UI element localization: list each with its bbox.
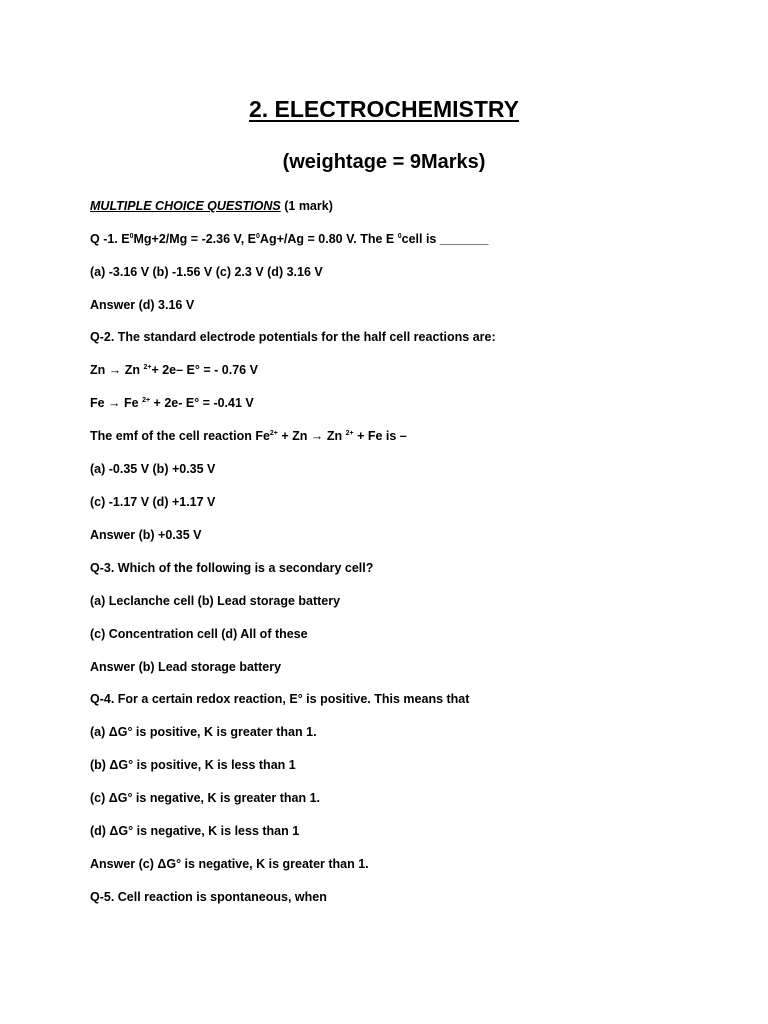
q2-options-1: (a) -0.35 V (b) +0.35 V <box>90 462 216 476</box>
q3-question: Q-3. Which of the following is a secondary cell? <box>90 561 374 575</box>
q4-answer: Answer (c) ΔG° is negative, K is greater than 1. <box>90 857 369 871</box>
q1-answer: Answer (d) 3.16 V <box>90 298 195 312</box>
q2-emf-question <box>90 427 748 445</box>
section-marks: (1 mark) <box>284 199 333 213</box>
q2-emf-sup-2: 2+ <box>345 430 354 437</box>
q1-text-a: Q -1. E <box>90 232 130 246</box>
q1-sup-1: 0 <box>129 233 134 240</box>
q2-options-2: (c) -1.17 V (d) +1.17 V <box>90 495 216 509</box>
q2-r1-sup: 2+ <box>143 364 152 371</box>
page-title: 2. ELECTROCHEMISTRY <box>248 96 520 122</box>
q1-sup-3: 0 <box>397 233 402 240</box>
q1-text-d: cell is _______ <box>401 232 489 246</box>
q1-sup-2: 0 <box>256 233 260 240</box>
q3-options-2: (c) Concentration cell (d) All of these <box>90 627 308 641</box>
q2-r2-text-b: + 2e- E° = -0.41 V <box>150 396 254 410</box>
page-subtitle: (weightage = 9Marks) <box>282 151 486 173</box>
q3-options-1: (a) Leclanche cell (b) Lead storage battery <box>90 594 341 608</box>
q2-reaction-zn <box>90 361 748 379</box>
q1-text-c: Ag+/Ag = 0.80 V. The E <box>259 232 398 246</box>
q2-emf-text-a: The emf of the cell reaction Fe <box>90 429 270 443</box>
section-label: MULTIPLE CHOICE QUESTIONS <box>90 199 281 213</box>
q4-option-a: (a) ΔG° is positive, K is greater than 1. <box>90 725 317 739</box>
section-heading <box>90 197 748 215</box>
q4-option-d: (d) ΔG° is negative, K is less than 1 <box>90 824 300 838</box>
q2-r2-text-a: Fe → Fe <box>90 396 143 410</box>
q2-r1-text-b: + 2e– E° = - 0.76 V <box>151 363 258 377</box>
q2-question: Q-2. The standard electrode potentials for the half cell reactions are: <box>90 330 496 344</box>
q2-reaction-fe <box>90 394 748 412</box>
q2-emf-sup-1: 2+ <box>269 430 278 437</box>
q2-emf-text-c: + Fe is – <box>353 429 407 443</box>
q2-emf-text-b: + Zn → Zn <box>277 429 346 443</box>
q4-option-c: (c) ΔG° is negative, K is greater than 1. <box>90 791 321 805</box>
q1-text-b: Mg+2/Mg = -2.36 V, E <box>133 232 257 246</box>
q2-answer: Answer (b) +0.35 V <box>90 528 202 542</box>
q1-question <box>90 230 748 248</box>
q2-r2-sup: 2+ <box>142 397 151 404</box>
q3-answer: Answer (b) Lead storage battery <box>90 660 282 674</box>
q1-options: (a) -3.16 V (b) -1.56 V (c) 2.3 V (d) 3.16 V <box>90 265 323 279</box>
q2-r1-text-a: Zn → Zn <box>90 363 144 377</box>
q4-question: Q-4. For a certain redox reaction, E° is positive. This means that <box>90 692 470 706</box>
q4-option-b: (b) ΔG° is positive, K is less than 1 <box>90 758 296 772</box>
q5-question: Q-5. Cell reaction is spontaneous, when <box>90 890 327 904</box>
